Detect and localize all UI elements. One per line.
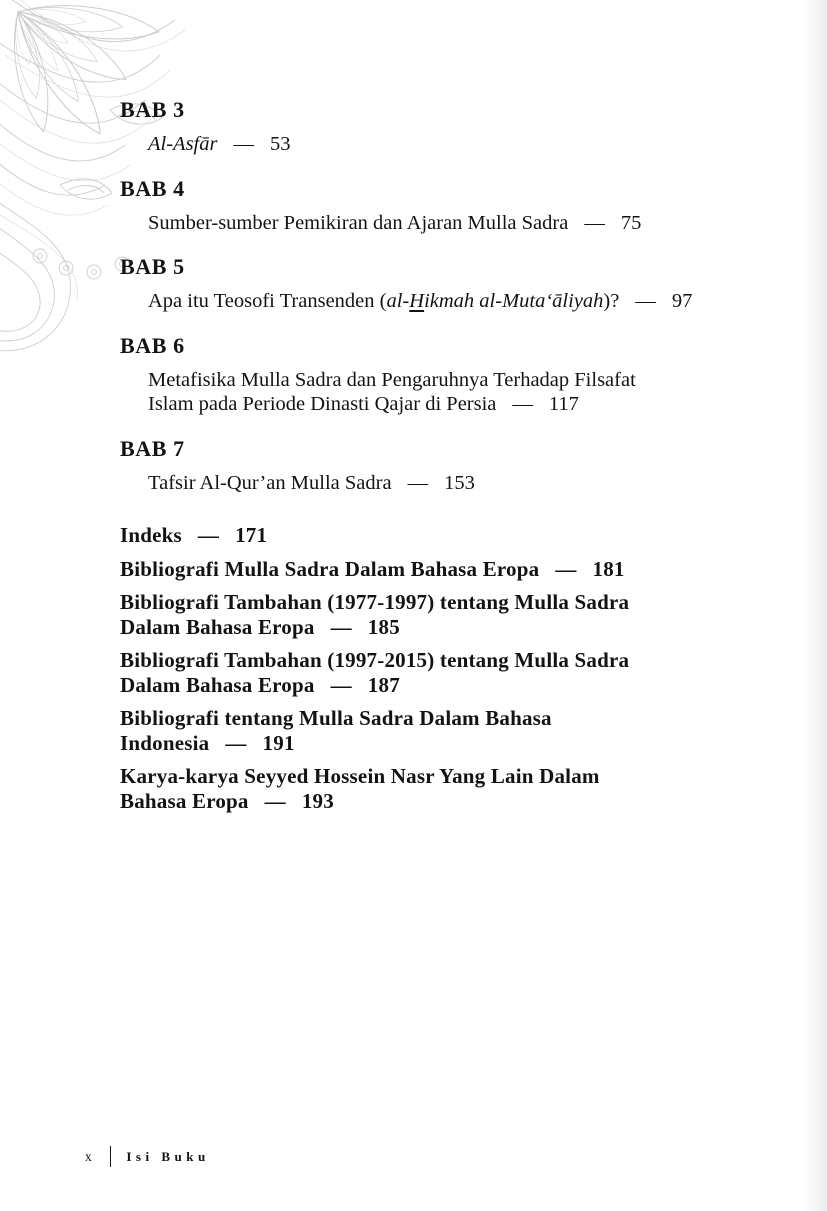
back-matter-line <box>120 523 768 548</box>
title-text: Bibliografi tentang Mulla Sadra Dalam Bahasa <box>120 706 552 730</box>
chapter-title-line <box>148 368 768 393</box>
entry-page-number: 97 <box>671 290 693 312</box>
chapter-heading: BAB 4 <box>120 175 185 201</box>
dash-separator: — <box>330 614 352 639</box>
title-text: Bibliografi Tambahan (1977-1997) tentang Mulla Sadra <box>120 590 630 614</box>
chapter-heading: BAB 6 <box>120 332 185 358</box>
chapter-title-line <box>148 471 768 496</box>
back-matter-entry <box>120 557 768 582</box>
title-text: Bibliografi Mulla Sadra Dalam Bahasa Eropa <box>120 556 540 581</box>
table-of-contents <box>120 97 768 822</box>
chapter-heading: BAB 7 <box>120 435 185 461</box>
entry-page-number: 191 <box>262 730 295 755</box>
back-matter-entry <box>120 523 768 548</box>
title-text: Sumber-sumber Pemikiran dan Ajaran Mulla Sadra <box>148 211 569 234</box>
chapter-title <box>120 132 768 157</box>
title-text: Karya-karya Seyyed Hossein Nasr Yang Lain Dalam <box>120 764 600 788</box>
entry-page-number: 185 <box>367 614 400 639</box>
title-text: Al-Asfār <box>148 133 218 155</box>
back-matter-line <box>120 648 768 673</box>
dash-separator: — <box>407 471 429 494</box>
entry-page-number: 171 <box>235 523 268 547</box>
title-text: Dalam Bahasa Eropa <box>120 614 315 639</box>
title-text: Dalam Bahasa Eropa <box>120 672 315 697</box>
entry-page-number: 187 <box>367 672 400 697</box>
entry-page-number: 181 <box>592 556 625 581</box>
title-text: )? <box>603 290 620 312</box>
back-matter-entry <box>120 590 768 639</box>
chapter-list <box>120 97 768 495</box>
back-matter-entry <box>120 648 768 697</box>
title-text: Apa itu Teosofi Transenden ( <box>148 290 387 312</box>
chapter-title-line <box>148 289 768 314</box>
dash-separator: — <box>197 523 220 547</box>
back-matter-entry <box>120 764 768 813</box>
back-matter-line <box>120 615 768 640</box>
back-matter-line <box>120 590 768 615</box>
chapter-heading: BAB 5 <box>120 254 185 279</box>
back-matter-line <box>120 789 768 814</box>
title-text: Indeks <box>120 523 182 547</box>
back-matter-line <box>120 557 768 582</box>
chapter-title-line <box>148 392 768 417</box>
entry-page-number: 75 <box>620 211 642 234</box>
dash-separator: — <box>635 290 656 312</box>
dash-separator: — <box>584 211 605 234</box>
back-matter-line <box>120 673 768 698</box>
chapter-heading: BAB 3 <box>120 97 185 122</box>
back-matter-entry <box>120 706 768 755</box>
title-text: ikmah al-Muta‘āliyah <box>424 290 604 312</box>
chapter-entry <box>120 436 768 496</box>
dash-separator: — <box>330 672 352 697</box>
chapter-title-line <box>148 132 768 157</box>
title-text: Tafsir Al-Qur’an Mulla Sadra <box>148 471 392 494</box>
page-footer <box>85 1146 210 1167</box>
page-edge-shadow <box>801 0 827 1211</box>
entry-page-number: 117 <box>548 393 579 415</box>
chapter-title <box>120 289 768 314</box>
dash-separator: — <box>512 393 533 415</box>
chapter-entry <box>120 254 768 314</box>
dash-separator: — <box>225 730 247 755</box>
back-matter-line <box>120 706 768 731</box>
chapter-title <box>120 471 768 496</box>
dash-separator: — <box>555 556 577 581</box>
entry-page-number: 53 <box>269 133 291 155</box>
title-text: al- <box>386 290 410 312</box>
back-matter-line <box>120 731 768 756</box>
footer-section-label: Isi Buku <box>126 1148 210 1164</box>
back-matter-list <box>120 523 768 813</box>
title-text: H <box>409 290 425 312</box>
chapter-entry <box>120 97 768 157</box>
title-text: Islam pada Periode Dinasti Qajar di Persia <box>148 393 497 415</box>
back-matter-line <box>120 764 768 789</box>
entry-page-number: 193 <box>301 788 334 813</box>
dash-separator: — <box>233 133 254 155</box>
chapter-title <box>120 211 768 236</box>
title-text: Bahasa Eropa <box>120 788 249 813</box>
chapter-entry <box>120 333 768 417</box>
chapter-title <box>120 368 768 417</box>
footer-page-number: x <box>85 1148 93 1164</box>
chapter-title-line <box>148 211 768 236</box>
chapter-entry <box>120 176 768 236</box>
title-text: Indonesia <box>120 730 210 755</box>
dash-separator: — <box>264 788 286 813</box>
title-text: Metafisika Mulla Sadra dan Pengaruhnya Terhadap Filsafat <box>148 368 636 391</box>
entry-page-number: 153 <box>444 471 475 494</box>
footer-divider <box>110 1146 112 1167</box>
title-text: Bibliografi Tambahan (1997-2015) tentang Mulla Sadra <box>120 648 630 672</box>
